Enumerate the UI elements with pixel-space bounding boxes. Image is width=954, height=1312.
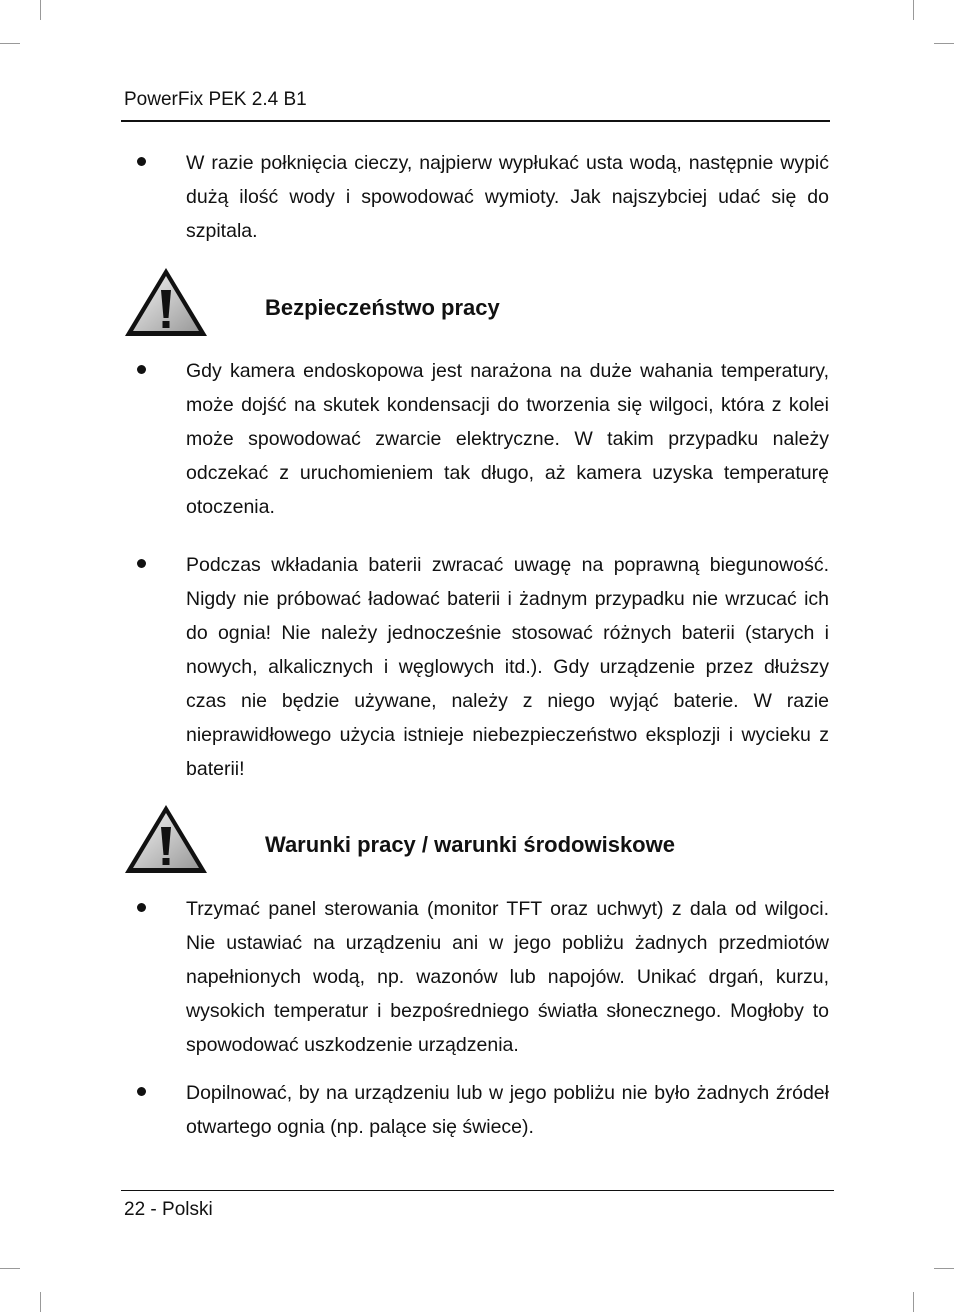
list-item (186, 146, 829, 248)
list-item (186, 548, 829, 786)
warning-triangle-icon (123, 803, 209, 875)
crop-mark (934, 43, 954, 44)
running-header: PowerFix PEK 2.4 B1 (124, 89, 307, 110)
crop-mark (913, 1292, 914, 1312)
bullet-dot (137, 365, 146, 374)
section-heading: Bezpieczeństwo pracy (265, 295, 500, 320)
bullet-dot (137, 157, 146, 166)
list-item-text: Dopilnować, by na urządzeniu lub w jego pobliżu nie było żadnych źródeł otwartego ognia (np. palące się świece). (186, 1082, 829, 1138)
list-item-text: W razie połknięcia cieczy, najpierw wypłukać usta wodą, następnie wypić dużą ilość wody i spowodować wymioty. Jak najszybciej udać się do szpitala. (186, 152, 829, 242)
warning-triangle-icon (123, 266, 209, 338)
list-item-text: Trzymać panel sterowania (monitor TFT oraz uchwyt) z dala od wilgoci. Nie ustawiać na urządzeniu ani w jego pobliżu żadnych przedmiotów napełnionych wodą, np. wazonów lub napojów. Unikać drgań, kurzu, wysokich temperatur i bezpośredniego światła słonecznego. Mogłoby to spowodować uszkodzenie urządzenia. (186, 898, 829, 1056)
footer-divider (121, 1190, 834, 1191)
crop-mark (934, 1268, 954, 1269)
section-heading: Warunki pracy / warunki środowiskowe (265, 832, 675, 857)
page-number: 22 - Polski (124, 1199, 213, 1220)
header-divider (121, 120, 830, 122)
list-item (186, 1076, 829, 1144)
crop-mark (40, 0, 41, 20)
crop-mark (0, 43, 20, 44)
list-item-text: Podczas wkładania baterii zwracać uwagę na poprawną biegunowość. Nigdy nie próbować ładować baterii i żadnym przypadku nie wrzucać ich do ognia! Nie należy jednocześnie stosować różnych baterii (starych i nowych, alkalicznych i węglowych itd.). Gdy urządzenie przez dłuższy czas nie będzie używane, należy z niego wyjąć baterie. W razie nieprawidłowego użycia istnieje niebezpieczeństwo eksplozji i wycieku z baterii! (186, 554, 829, 780)
bullet-dot (137, 559, 146, 568)
crop-mark (40, 1292, 41, 1312)
bullet-dot (137, 903, 146, 912)
list-item-text: Gdy kamera endoskopowa jest narażona na duże wahania temperatury, może dojść na skutek kondensacji do tworzenia się wilgoci, która z kolei może spowodować zwarcie elektryczne. W takim przypadku należy odczekać z uruchomieniem tak długo, aż kamera uzyska temperaturę otoczenia. (186, 360, 829, 518)
bullet-dot (137, 1087, 146, 1096)
list-item (186, 354, 829, 524)
list-item (186, 892, 829, 1062)
crop-mark (0, 1268, 20, 1269)
crop-mark (913, 0, 914, 20)
